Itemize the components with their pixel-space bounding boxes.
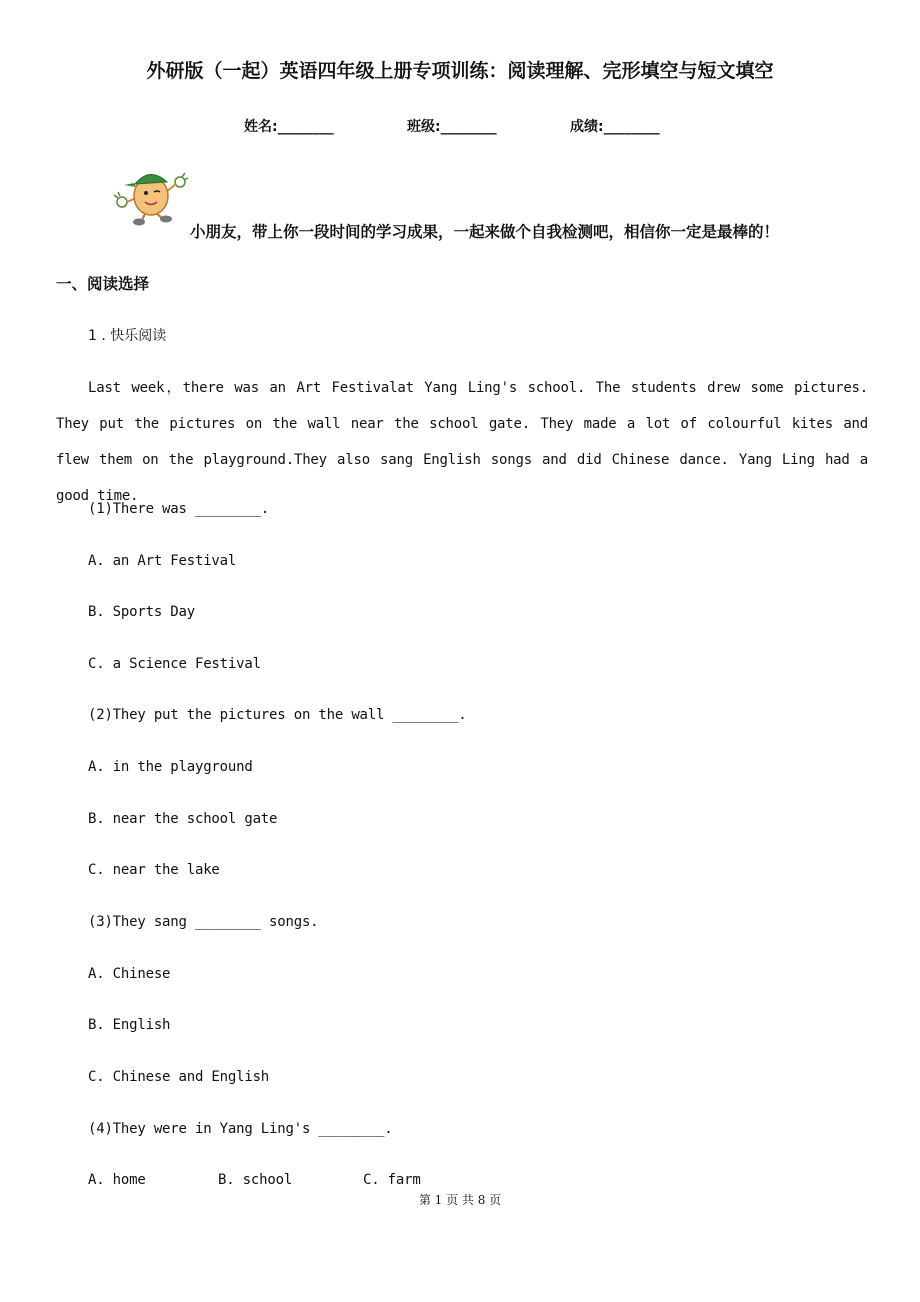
sub-question-4-option-a: A. home (88, 1172, 146, 1188)
sub-question-4-stem: (4)They were in Yang Ling's ________. (88, 1121, 393, 1137)
sub-question-1-option-c: C. a Science Festival (88, 656, 261, 672)
page-footer: 第 1 页 共 8 页 (418, 1193, 502, 1207)
sub-question-4-option-b: B. school (218, 1172, 293, 1188)
sub-question-2-option-a: A. in the playground (88, 759, 253, 775)
score-field: 成绩:________ (570, 119, 660, 135)
document-title: 外研版（一起）英语四年级上册专项训练：阅读理解、完形填空与短文填空 (146, 60, 774, 82)
greeting-text: 小朋友，带上你一段时间的学习成果，一起来做个自我检测吧，相信你一定是最棒的！ (190, 223, 780, 241)
sub-question-4-option-c: C. farm (363, 1172, 421, 1188)
sub-question-3-option-b: B. English (88, 1017, 171, 1033)
sub-question-3-stem: (3)They sang ________ songs. (88, 914, 319, 930)
mascot-image (110, 162, 192, 228)
sub-question-2-stem: (2)They put the pictures on the wall ________. (88, 707, 467, 723)
class-field: 班级:________ (407, 119, 497, 135)
sub-question-3-option-c: C. Chinese and English (88, 1069, 270, 1085)
sub-question-3-option-a: A. Chinese (88, 966, 171, 982)
reading-passage: Last week，there was an Art Festivalat Yang Ling's school. The students drew some pictures. They put the pictures on the wall near the school gate. They made a lot of colourful kites and flew them on the playground.They also sang English songs and did Chinese dance. Yang Ling had a good time. (56, 380, 868, 504)
name-field: 姓名:________ (244, 119, 334, 135)
sub-question-2-option-c: C. near the lake (88, 862, 220, 878)
sub-question-2-option-b: B. near the school gate (88, 811, 278, 827)
question-number: 1 . 快乐阅读 (88, 328, 167, 344)
sub-question-1-stem: (1)There was ________. (88, 501, 270, 517)
sub-question-1-option-a: A. an Art Festival (88, 553, 237, 569)
sub-question-1-option-b: B. Sports Day (88, 604, 195, 620)
section-heading: 一、阅读选择 (56, 275, 150, 293)
